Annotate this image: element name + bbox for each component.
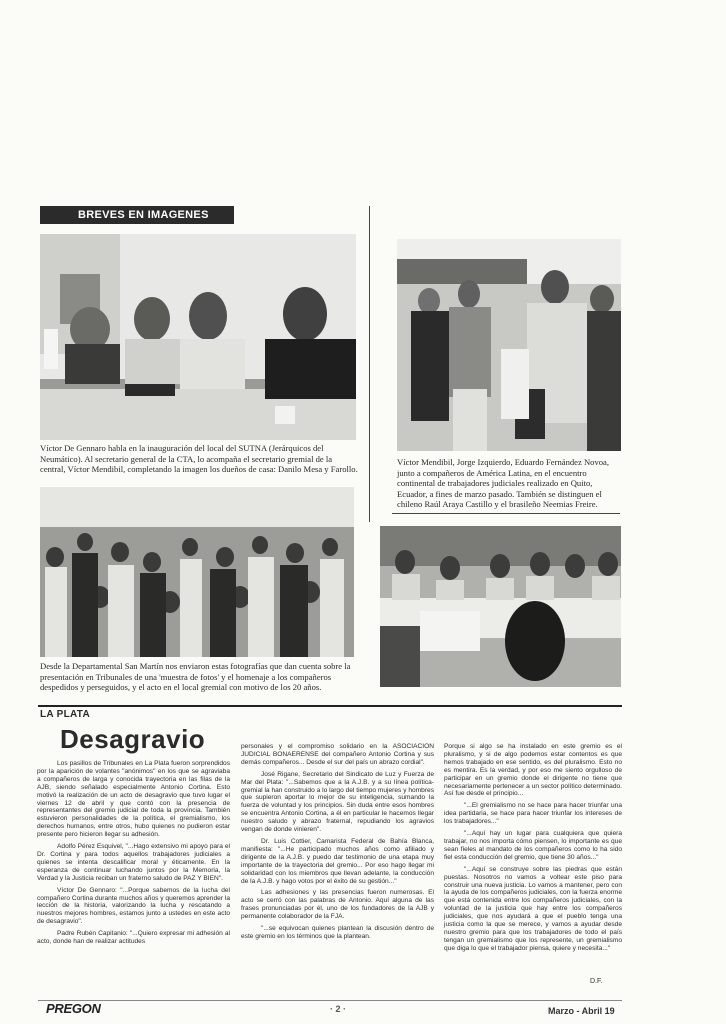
photo-meeting: [40, 234, 356, 440]
photo-quito-caption: Víctor Mendibil, Jorge Izquierdo, Eduardo Fernández Novoa, junto a compañeros de América Latina, en el encuentro continental de trabajadores judiciales realizado en Quito, Ecuador, a fines de marzo pasado. También se distinguen el chileno Raúl Araya Castillo y el brasileño Neemias Freire.: [397, 457, 609, 509]
paragraph: Porque si algo se ha instalado en este gremio es el pluralismo, y si de algo podemos estar contentos es que hemos trabajado en ese sentido, es del pluralismo. Esto no es mentira. Es la verdad, y por eso me siento orgulloso de participar en un gremio donde el dirigente no tiene que necesariamente pertenecer a un sector político determinado. Así fue desde el principio...: [444, 743, 622, 798]
footer-date: Marzo - Abril 19: [548, 1006, 615, 1016]
photo-crowd-caption: Desde la Departamental San Martín nos enviaron estas fotografías que dan cuenta sobre la presentación en Tribunales de una 'muestra de fotos' y el homenaje a los compañeros despedidos y perseguidos, y el acto en el local gremial con motivo de los 20 años.: [40, 661, 351, 692]
footer-logo: PREGON: [46, 1001, 101, 1016]
paragraph: Adolfo Pérez Esquivel, "...Hago extensivo mi apoyo para el Dr. Cortina y para todos aquellos trabajadores judiciales a quienes se intenta descalificar moral y éticamente. En la esperanza de continuar luchando juntos por la Memoria, la Verdad y la Justicia reciban un fraterno saludo de PAZ Y BIEN".: [37, 843, 230, 882]
caption-rule: [392, 513, 620, 514]
photo-crowd: [40, 487, 354, 657]
paragraph: "...El gremialismo no se hace para hacer triunfar una idea partidaria, se hace para hacer triunfar los intereses de los trabajadores...": [444, 802, 622, 826]
photo-quito-group: [397, 239, 621, 451]
photo-meeting-caption: Víctor De Gennaro habla en la inauguración del local del SUTNA (Jerárquicos del Neumático). Al secretario general de la CTA, lo acompaña el secretario gremial de la central, Víctor Mendibil, completando la imagen los dueños de casa: Danilo Mesa y Farollo.: [40, 443, 358, 474]
article-column-3: [444, 743, 622, 957]
article-rule: [38, 705, 622, 707]
paragraph: Los pasillos de Tribunales en La Plata fueron sorprendidos por la aparición de volantes "anónimos" en los que se agraviaba a compañeros de larga y conocida trayectoria en las filas de la AJB, siendo señalado especialmente Antonio Cortina. Esto motivó la realización de un acto de desagravio que tuvo lugar el viernes 12 de abril y que contó con la presencia de representantes del gremio judicial de toda la provincia. También estuvieron personalidades de la política, el gremialismo, los derechos humanos, entre otros, hubo quienes no pudieron estar presente pero hicieron llegar su adhesión.: [37, 760, 230, 839]
paragraph: Padre Rubén Capitanio: "...Quiero expresar mi adhesión al acto, donde han de realizar actitudes: [37, 930, 230, 946]
article-column-2: [241, 743, 434, 945]
paragraph: "...se equivocan quienes plantean la discusión dentro de este gremio en los términos que la plantean.: [241, 925, 434, 940]
article-kicker: LA PLATA: [40, 709, 90, 720]
photo-panel: [380, 526, 621, 687]
column-divider: [369, 206, 370, 522]
footer-page-number: · 2 ·: [330, 1004, 347, 1014]
section-title: BREVES EN IMAGENES: [40, 206, 234, 224]
paragraph: personales y el compromiso solidario en la ASOCIACION JUDICIAL BONAERENSE del compañero Antonio Cortina y sus demás compañeros... Desde el sur del país un abrazo cordial".: [241, 743, 434, 766]
footer-rule: [38, 1000, 622, 1001]
paragraph: "...Aquí hay un lugar para cualquiera que quiera trabajar, no nos importa cómo piensen, lo importante es que sean fieles al mandato de los compañeros como lo ha sido fiel esta conducción del gremio, que tiene 30 años...": [444, 830, 622, 861]
paragraph: Dr. Luis Cottier, Camarista Federal de Bahía Blanca, manifiesta: "...He participado muchos años como afiliado y dirigente de la A.J.B. y puedo dar testimonio de una etapa muy importante de la trayectoria del gremio... Por eso hago llegar mi solidaridad con los miembros que llevan adelante, la conducción de la A.J.B. y hago votos por el éxito de su gestión...": [241, 837, 434, 885]
paragraph: Las adhesiones y las presencias fueron numerosas. El acto se cerró con las palabras de Antonio. Aquí alguna de las frases pronunciadas por él, uno de los fundadores de la AJB y permanente colaborador de la FJA.: [241, 889, 434, 921]
article-signature: D.F.: [590, 978, 603, 985]
article-headline: Desagravio: [60, 724, 206, 754]
paragraph: Víctor De Gennaro: "...Porque sabemos de la lucha del compañero Cortina durante muchos años y queremos aprender la lección de la historia, valorizando la lucha y rescatando a nuestros mejores hombres, estamos junto a ustedes en este acto de desagravio".: [37, 886, 230, 926]
paragraph: "...Aquí se construye sobre las piedras que están puestas. Nosotros no vamos a voltear este piso para construir una nueva justicia. Lo vamos a mantener, pero con la ayuda de los compañeros judiciales, con la fuerza enorme que está contenida entre los compañeros judiciales, con la voluntad de la justicia que hay entre los compañeros judiciales, que nos ayudará a que el pueblo tenga una justicia como la que se merece, y vamos a ayudar desde nuestro gremio para que los trabajadores de todo el país tengan un gremialismo que los represente, un gremialismo que diga lo que el trabajador piensa, quiere y necesita...": [444, 865, 622, 952]
paragraph: José Rigane, Secretario del Sindicato de Luz y Fuerza de Mar del Plata: "...Sabemos que a la A.J.B. y a su línea política-gremial la han construido a lo largo del tiempo mujeres y hombres que supieron aportar lo mejor de su inteligencia, sumando la fuerza de voluntad y los principios. Sin duda entre esos hombres se encuentra Antonio Cortina, a él en particular le hacemos llegar nuestro saludo y abrazo fraternal, repudiando los agravios vengan de donde vinieren".: [241, 770, 434, 834]
article-column-1: [37, 760, 230, 950]
